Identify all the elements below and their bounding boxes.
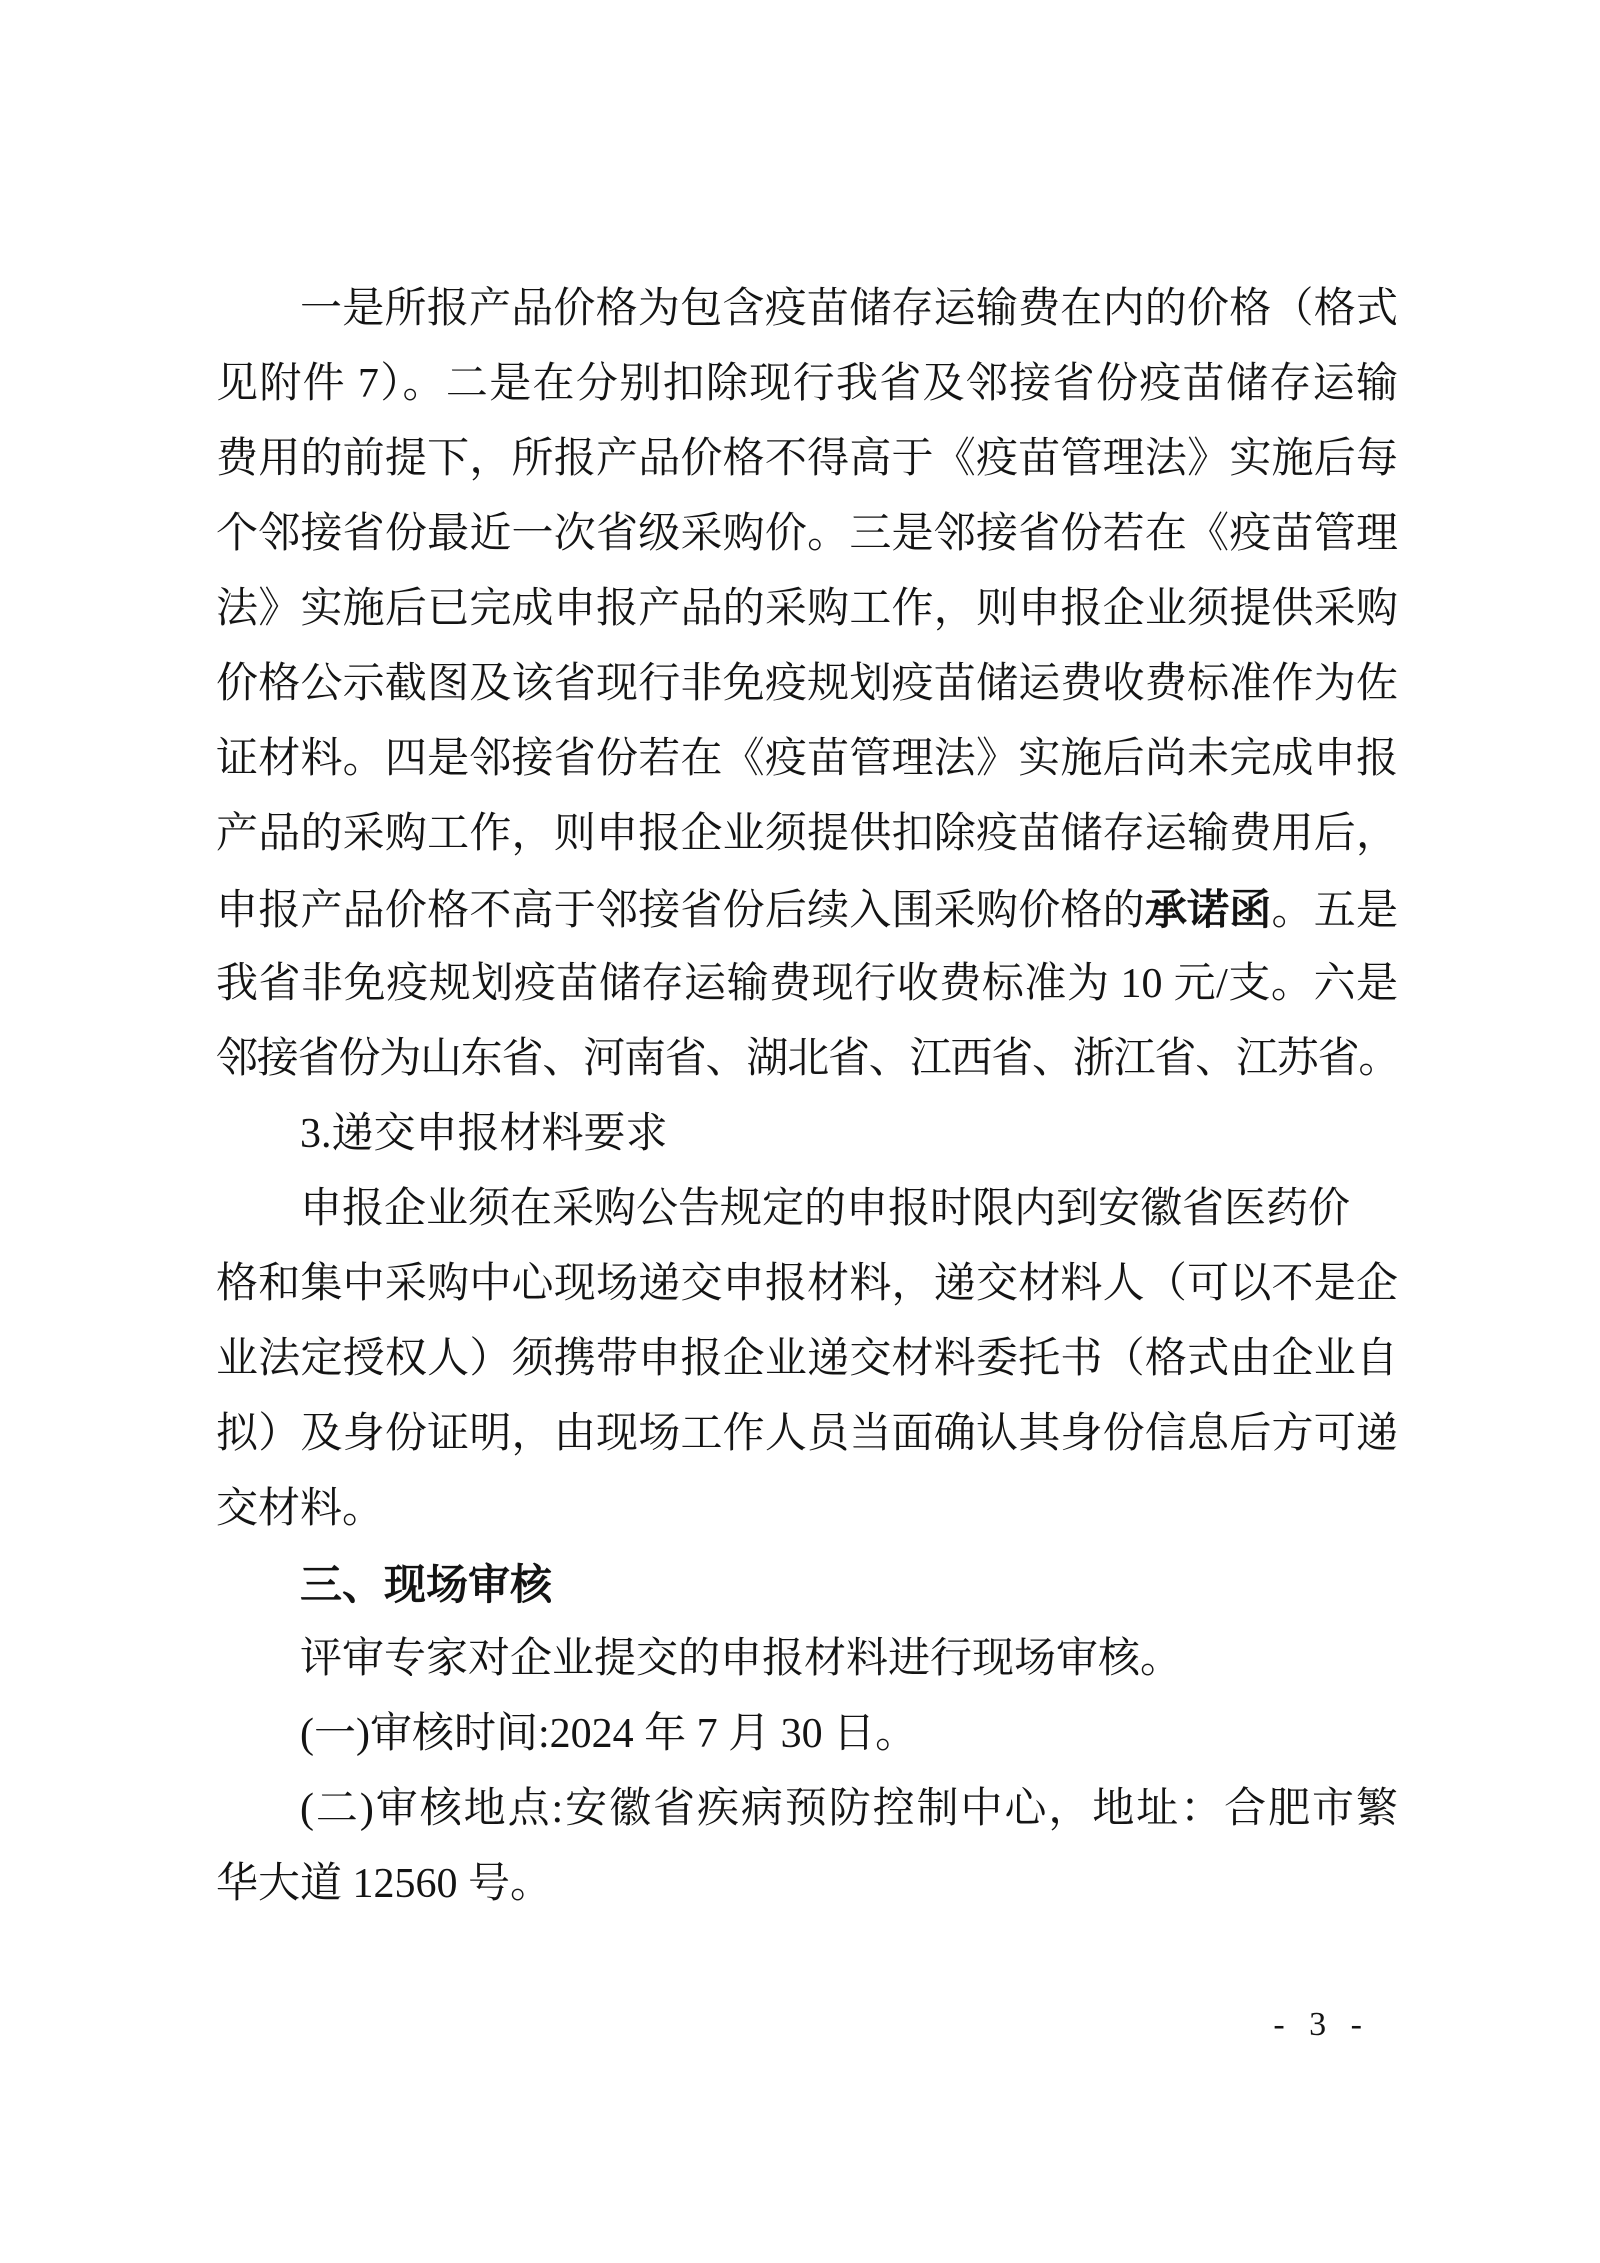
paragraph-line: (二)审核地点:安徽省疾病预防控制中心，地址：合肥市繁 [300,1786,1398,1832]
paragraph-line: 价格公示截图及该省现行非免疫规划疫苗储运费收费标准作为佐 [216,661,1398,707]
subsection-heading: 3.递交申报材料要求 [300,1111,668,1157]
line-text: 。五是 [1271,888,1398,934]
paragraph-line: 华大道 12560 号。 [216,1861,553,1907]
paragraph-line: 邻接省份为山东省、河南省、湖北省、江西省、浙江省、江苏省。 [216,1036,1400,1082]
line-text: 申报产品价格不高于邻接省份后续入围采购价格的 [216,888,1145,934]
paragraph-line: 法》实施后已完成申报产品的采购工作，则申报企业须提供采购 [216,586,1398,632]
paragraph-line: 费用的前提下，所报产品价格不得高于《疫苗管理法》实施后每 [216,436,1398,482]
paragraph-line: 拟）及身份证明，由现场工作人员当面确认其身份信息后方可递 [216,1411,1398,1457]
paragraph-line: 我省非免疫规划疫苗储存运输费现行收费标准为 10 元/支。六是 [216,961,1398,1007]
commitment-letter-emphasis: 承诺函 [1144,885,1272,934]
paragraph-line [216,872,1398,947]
paragraph-line: 格和集中采购中心现场递交申报材料，递交材料人（可以不是企 [216,1261,1398,1307]
review-time: (一)审核时间:2024 年 7 月 30 日。 [300,1711,918,1757]
paragraph-line: 申报企业须在采购公告规定的申报时限内到安徽省医药价 [300,1186,1351,1232]
submission-requirements-paragraph [216,1172,1398,1547]
paragraph-line: 见附件 7）。二是在分别扣除现行我省及邻接省份疫苗储存运输 [216,361,1398,407]
paragraph-line: 一是所报产品价格为包含疫苗储存运输费在内的价格（格式 [300,286,1398,332]
paragraph-line: 证材料。四是邻接省份若在《疫苗管理法》实施后尚未完成申报 [216,736,1398,782]
review-location [216,1772,1398,1922]
price-requirements-paragraph [216,272,1398,1097]
review-intro: 评审专家对企业提交的申报材料进行现场审核。 [300,1636,1183,1682]
paragraph-line: 交材料。 [216,1486,385,1532]
page-number: - 3 - [1273,2006,1362,2043]
paragraph-line: 个邻接省份最近一次省级采购价。三是邻接省份若在《疫苗管理 [216,511,1398,557]
paragraph-line: 业法定授权人）须携带申报企业递交材料委托书（格式由企业自 [216,1336,1398,1382]
paragraph-line: 产品的采购工作，则申报企业须提供扣除疫苗储存运输费用后， [216,811,1398,857]
document-body [216,272,1398,1922]
section-heading: 三、现场审核 [300,1560,553,1609]
